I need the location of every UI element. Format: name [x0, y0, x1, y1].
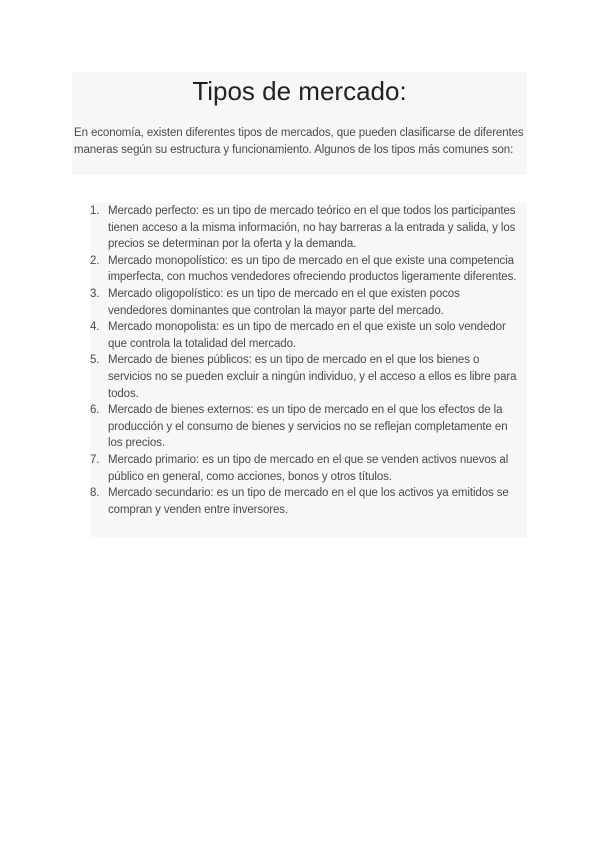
list-item-number: 8.	[90, 487, 100, 500]
list-item-text: Mercado de bienes públicos: es un tipo de mercado en el que los bienes o servicios no se pueden excluir a ningún individuo, y el acceso a ellos es libre para todos.	[108, 354, 517, 400]
list-item-number: 4.	[90, 321, 100, 334]
list-item-number: 6.	[90, 404, 100, 417]
list-item	[90, 319, 527, 352]
list-item-number: 7.	[90, 453, 100, 466]
page-title: Tipos de mercado:	[192, 76, 407, 106]
intro-section	[72, 72, 527, 175]
list-item-text: Mercado perfecto: es un tipo de mercado teórico en el que todos los participantes tienen acceso a la misma información, no hay barreras a la entrada y salida, y los precios se determinan por la oferta y la demanda.	[108, 205, 516, 251]
list-item	[90, 203, 527, 253]
list-item-text: Mercado monopolista: es un tipo de mercado en el que existe un solo vendedor que controla la totalidad del mercado.	[108, 321, 506, 350]
list-item-text: Mercado primario: es un tipo de mercado en el que se venden activos nuevos al público en general, como acciones, bonos y otros títulos.	[108, 453, 509, 483]
list-item-text: Mercado monopolístico: es un tipo de mercado en el que existe una competencia imperfecta, con muchos vendedores ofreciendo productos ligeramente diferentes.	[108, 254, 517, 284]
list-item-text: Mercado secundario: es un tipo de mercado en el que los activos ya emitidos se compran y venden entre inversores.	[108, 487, 509, 516]
market-types-section	[90, 203, 527, 537]
list-item	[90, 286, 527, 319]
list-item	[90, 485, 527, 518]
market-types-list	[90, 203, 527, 518]
list-item-text: Mercado oligopolístico: es un tipo de mercado en el que existen pocos vendedores dominantes que controlan la mayor parte del mercado.	[108, 287, 460, 317]
list-item	[90, 352, 527, 402]
list-item	[90, 452, 527, 485]
list-item	[90, 402, 527, 452]
list-item	[90, 253, 527, 286]
list-item-number: 1.	[90, 205, 100, 217]
list-item-number: 2.	[90, 254, 100, 267]
intro-paragraph: En economía, existen diferentes tipos de mercados, que pueden clasificarse de diferentes maneras según su estructura y funcionamiento. Algunos de los tipos más comunes son:	[74, 127, 524, 156]
list-item-number: 3.	[90, 287, 100, 300]
list-item-number: 5.	[90, 354, 100, 367]
list-item-text: Mercado de bienes externos: es un tipo de mercado en el que los efectos de la producción y el consumo de bienes y servicios no se reflejan completamente en los precios.	[108, 404, 508, 450]
